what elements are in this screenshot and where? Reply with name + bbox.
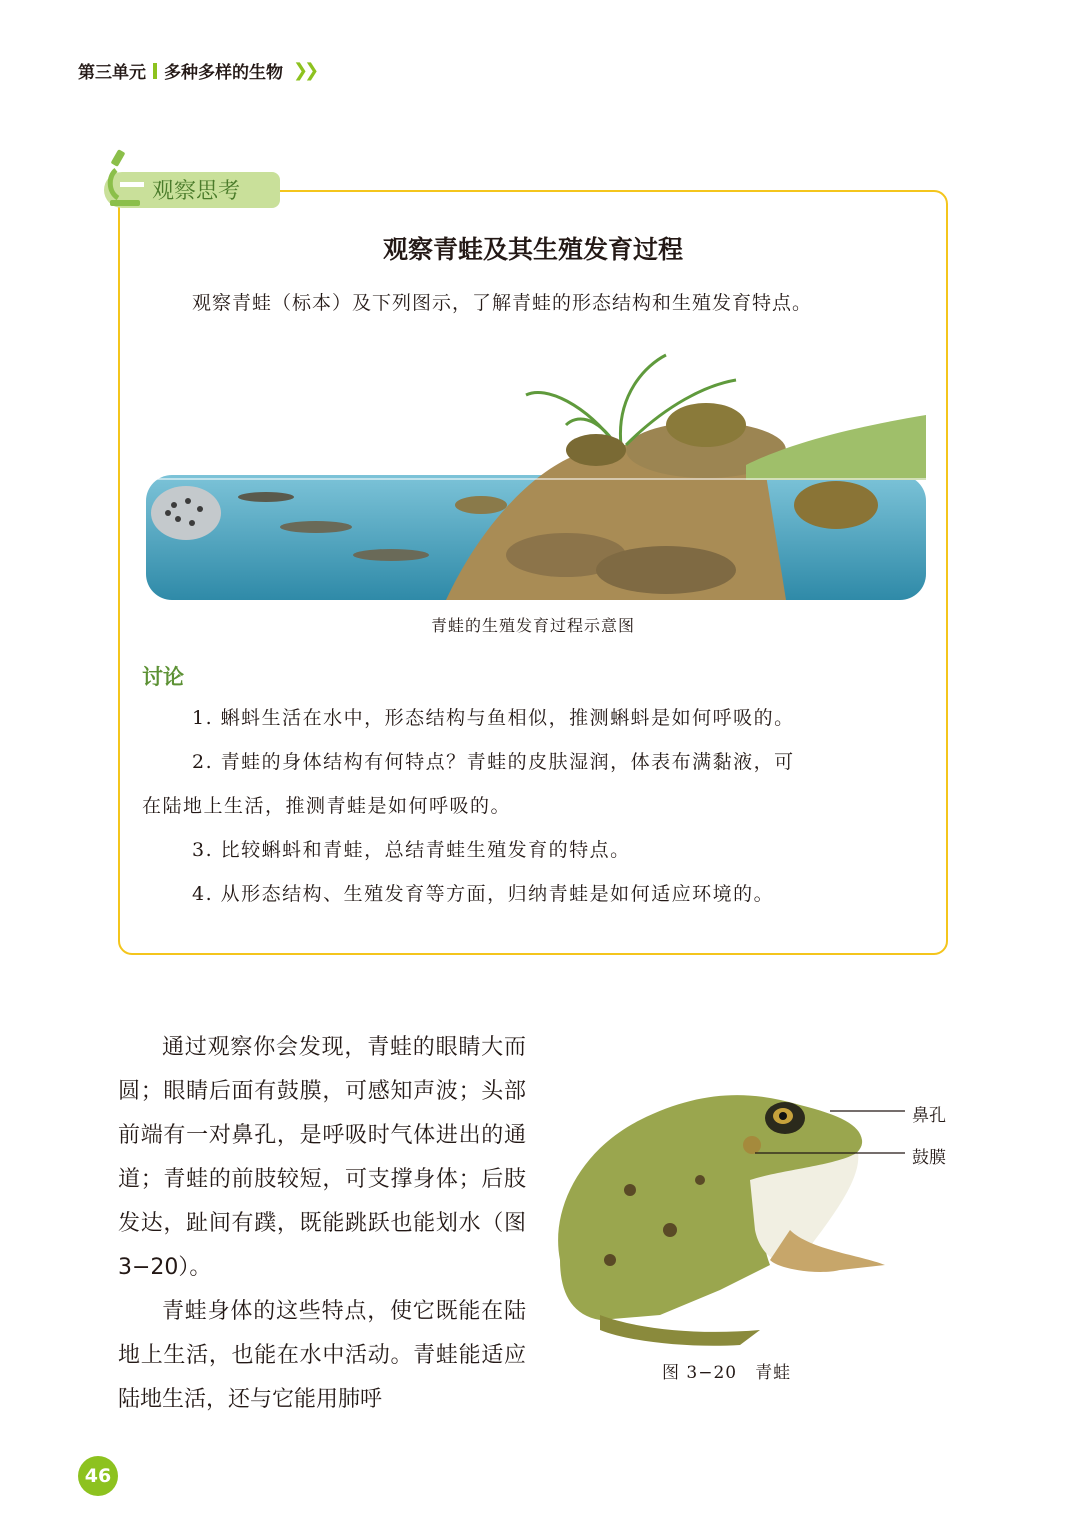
nostril-label: 鼻孔 (912, 1106, 946, 1126)
frog-photo (540, 1030, 910, 1360)
unit-title: 多种多样的生物 (164, 63, 283, 83)
page-number: 46 (78, 1456, 118, 1496)
body-paragraph-1: 通过观察你会发现，青蛙的眼睛大而圆；眼睛后面有鼓膜，可感知声波；头部前端有一对鼻孔，是呼吸时气体进出的通道；青蛙的前肢较短，可支撑身体；后肢发达，趾间有蹼，既能跳跃也能划水（图 3−20）。 (118, 1035, 526, 1280)
question-3: 3. 比较蝌蚪和青蛙，总结青蛙生殖发育的特点。 (192, 839, 631, 861)
body-paragraph-2: 青蛙身体的这些特点，使它既能在陆地上生活，也能在水中活动。青蛙能适应陆地生活，还与它能用肺呼 (118, 1299, 526, 1412)
illustration-caption: 青蛙的生殖发育过程示意图 (430, 616, 635, 635)
header-divider (153, 63, 157, 79)
activity-intro: 观察青蛙（标本）及下列图示，了解青蛙的形态结构和生殖发育特点。 (192, 292, 813, 314)
activity-title: 观察青蛙及其生殖发育过程 (382, 235, 683, 264)
unit-header (78, 58, 315, 83)
eardrum-label: 鼓膜 (912, 1148, 946, 1168)
activity-tag-label: 观察思考 (152, 179, 241, 204)
question-2: 2. 青蛙的身体结构有何特点？青蛙的皮肤湿润，体表布满黏液，可 (192, 751, 795, 773)
question-1: 1. 蝌蚪生活在水中，形态结构与鱼相似，推测蝌蚪是如何呼吸的。 (192, 707, 795, 729)
unit-label: 第三单元 (78, 63, 146, 83)
question-4: 4. 从形态结构、生殖发育等方面，归纳青蛙是如何适应环境的。 (192, 883, 775, 905)
double-chevron-icon: ❯❯ (293, 60, 316, 81)
question-2-continued: 在陆地上生活，推测青蛙是如何呼吸的。 (142, 795, 512, 817)
discussion-heading: 讨论 (142, 665, 184, 689)
figure-caption: 图 3−20 青蛙 (662, 1363, 792, 1383)
microscope-icon (104, 148, 148, 210)
frog-lifecycle-illustration (146, 345, 926, 600)
